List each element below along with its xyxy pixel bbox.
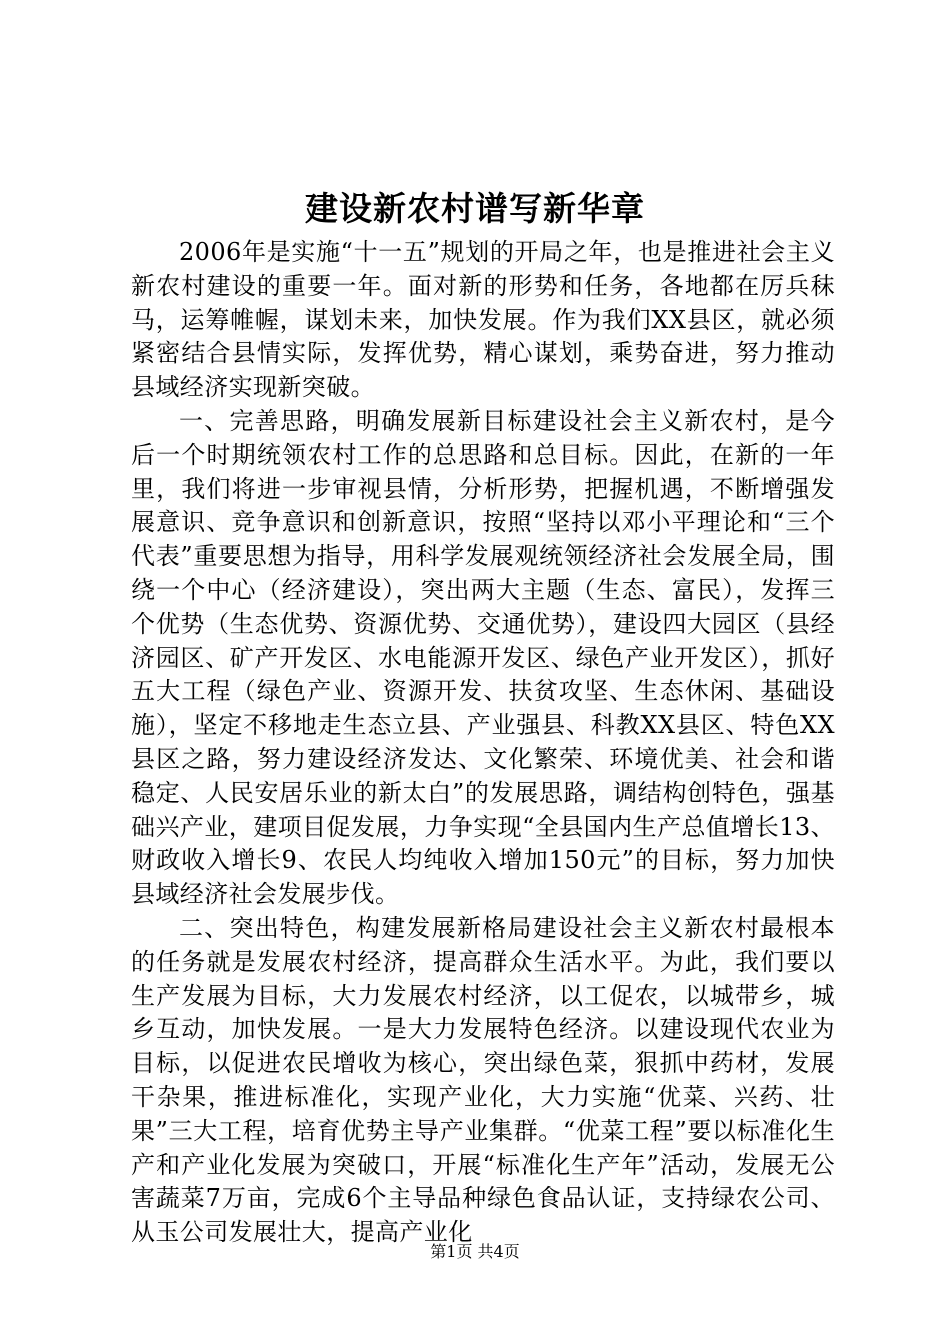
paragraph-section-two: 二、突出特色，构建发展新格局建设社会主义新农村最根本的任务就是发展农村经济，提高群众生活水平。为此，我们要以生产发展为目标，大力发展农村经济，以工促农，以城带乡，城乡互动，加快发展。一是大力发展特色经济。以建设现代农业为目标，以促进农民增收为核心，突出绿色菜，狠抓中药材，发展干杂果，推进标准化，实现产业化，大力实施“优菜、兴药、壮果”三大工程，培育优势主导产业集群。“优菜工程”要以标准化生产和产业化发展为突破口，开展“标准化生产年”活动，发展无公害蔬菜7万亩，完成6个主导品种绿色食品认证，支持绿农公司、从玉公司发展壮大，提高产业化 [131, 913, 835, 1247]
document-body [131, 236, 835, 1250]
page-number-footer: 第1页 共4页 [430, 1242, 520, 1261]
paragraph-section-one: 一、完善思路，明确发展新目标建设社会主义新农村，是今后一个时期统领农村工作的总思路和总目标。因此，在新的一年里，我们将进一步审视县情，分析形势，把握机遇，不断增强发展意识、竞争意识和创新意识，按照“坚持以邓小平理论和“三个代表”重要思想为指导，用科学发展观统领经济社会发展全局，围绕一个中心（经济建设），突出两大主题（生态、富民），发挥三个优势（生态优势、资源优势、交通优势），建设四大园区（县经济园区、矿产开发区、水电能源开发区、绿色产业开发区），抓好五大工程（绿色产业、资源开发、扶贫攻坚、生态休闲、基础设施），坚定不移地走生态立县、产业强县、科教XX县区、特色XX县区之路，努力建设经济发达、文化繁荣、环境优美、社会和谐稳定、人民安居乐业的新太白”的发展思路，调结构创特色，强基础兴产业，建项目促发展，力争实现“全县国内生产总值增长13、财政收入增长9、农民人均纯收入增加150元”的目标，努力加快县域经济社会发展步伐。 [131, 406, 835, 909]
document-title: 建设新农村谱写新华章 [305, 189, 645, 228]
paragraph-intro: 2006年是实施“十一五”规划的开局之年，也是推进社会主义新农村建设的重要一年。面对新的形势和任务，各地都在厉兵秣马，运筹帷幄，谋划未来，加快发展。作为我们XX县区，就必须紧密结合县情实际，发挥优势，精心谋划，乘势奋进，努力推动县域经济实现新突破。 [131, 238, 835, 402]
